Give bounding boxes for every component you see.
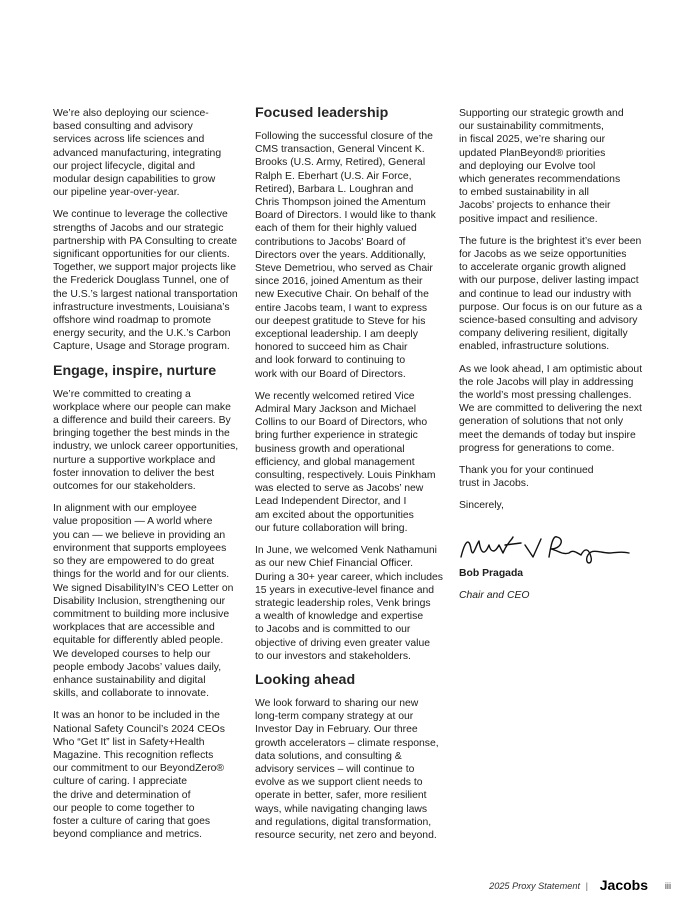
heading-engage: Engage, inspire, nurture [53, 362, 217, 379]
signer-title: Chair and CEO [459, 589, 530, 601]
page-footer [0, 878, 698, 896]
footer-doc-title: 2025 Proxy Statement [489, 881, 580, 891]
column-middle [255, 105, 447, 851]
paragraph-safety-council: It was an honor to be included in the National Safety Council’s 2024 CEOs Who “Get It” list in Safety+Health Magazine. This recognition reflects our commitment to our BeyondZero® culture of caring. I appreciate the drive and determination of our people to come together to foster a culture of caring that goes beyond compliance and metrics. [53, 710, 225, 841]
paragraph-workplace: We’re committed to creating a workplace where our people can make a difference and build their careers. By bringing together the best minds in the industry, we unlock career opportunities, nurture a supportive workplace and foster innovation to deliver the best outcomes for our stakeholders. [53, 388, 239, 493]
paragraph-board-changes: Following the successful closure of the CMS transaction, General Vincent K. Brooks (U.S. Army, Retired), General Ralph E. Eberhart (U.S. Air Force, Retired), Barbara L. Loughran and Chris Thompson joined the Amentum Board of Directors. I would like to thank each of them for their highly valued contributions to Jacobs’ Board of Directors over the years. Additionally, Steve Demetriou, who served as Chair since 2016, joined Amentum as their new Executive Chair. On behalf of the entire Jacobs team, I want to express our deepest gratitude to Steve for his exceptional leadership. I am deeply honored to succeed him as Chair and look forward to continuing to work with our Board of Directors. [255, 131, 436, 380]
paragraph-future: The future is the brightest it’s ever been for Jacobs as we seize opportunities to accelerate organic growth aligned with our purpose, deliver lasting impact and continue to lead our industry with purpose. Our focus is on our future as a science-based consulting and advisory company delivering resilient, digitally enabled, infrastructure solutions. [459, 235, 643, 353]
paragraph-optimism: As we look ahead, I am optimistic about the role Jacobs will play in addressing the world’s most pressing challenges. We are committed to delivering the next generation of solutions that not only meet the demands of today but inspire progress for generations to come. [459, 363, 643, 454]
paragraph-thank-you: Thank you for your continued trust in Jacobs. [459, 465, 594, 490]
footer-separator: | [585, 881, 588, 891]
heading-focused-leadership: Focused leadership [255, 105, 389, 121]
paragraph-employee-value: In alignment with our employee value proposition — A world where you can — we believe in providing an environment that supports employees so they are empowered to do great things for the world and for our clients. We signed DisabilityIN’s CEO Letter on Disability Inclusion, strengthening our commitment to building more inclusive workplaces that are accessible and equitable for differently abled people. We developed courses to help our people embody Jacobs’ values daily, enhance sustainability and digital skills, and collaborate to innovate. [53, 503, 234, 700]
jacobs-logo: Jacobs [599, 877, 648, 893]
signer-name: Bob Pragada [459, 567, 524, 579]
signature-image [459, 527, 639, 567]
paragraph-strategy: We look forward to sharing our new long-term company strategy at our Investor Day in February. Our three growth accelerators – climate response, data solutions, and consulting & advisory services – will continue to evolve as we support client needs to operate in better, safer, more resilient ways, while navigating changing laws and regulations, digital transformation, resource security, net zero and beyond. [255, 697, 439, 841]
page-number: iii [664, 881, 671, 891]
column-right [459, 107, 651, 611]
paragraph-pa-consulting: We continue to leverage the collective strengths of Jacobs and our strategic partnership with PA Consulting to create significant opportunities for our clients. Together, we support major projects like the Frederick Douglass Tunnel, one of the U.S.’s largest national transportation infrastructure investments, Louisiana’s offshore wind roadmap to promote energy security, and the U.K.’s Carbon Capture, Usage and Storage program. [53, 209, 238, 353]
heading-looking-ahead: Looking ahead [255, 671, 356, 688]
paragraph-science-consulting: We’re also deploying our science- based consulting and advisory services across life sciences and advanced manufacturing, integrating our project lifecycle, digital and modular design capabilities to grow our pipeline year-over-year. [53, 108, 222, 199]
paragraph-sustainability: Supporting our strategic growth and our sustainability commitments, in fiscal 2025, we’re sharing our updated PlanBeyond® priorities and deploying our Evolve tool which generates recommendations to embed sustainability in all Jacobs’ projects to enhance their positive impact and resilience. [459, 108, 624, 225]
column-left [53, 107, 245, 850]
paragraph-new-directors: We recently welcomed retired Vice Admiral Mary Jackson and Michael Collins to our Board of Directors, who bring further experience in strategic business growth and operational efficiency, and global management consulting, respectively. Louis Pinkham was elected to serve as Jacobs’ new Lead Independent Director, and I am excited about the opportunities our future collaboration will bring. [255, 390, 436, 534]
paragraph-cfo: In June, we welcomed Venk Nathamuni as our new Chief Financial Officer. During a 30+ year career, which includes 15 years in executive-level finance and strategic leadership roles, Venk brings a wealth of knowledge and expertise to Jacobs and is committed to our objective of driving even greater value to our investors and stakeholders. [255, 545, 444, 662]
paragraph-sincerely: Sincerely, [459, 500, 504, 512]
